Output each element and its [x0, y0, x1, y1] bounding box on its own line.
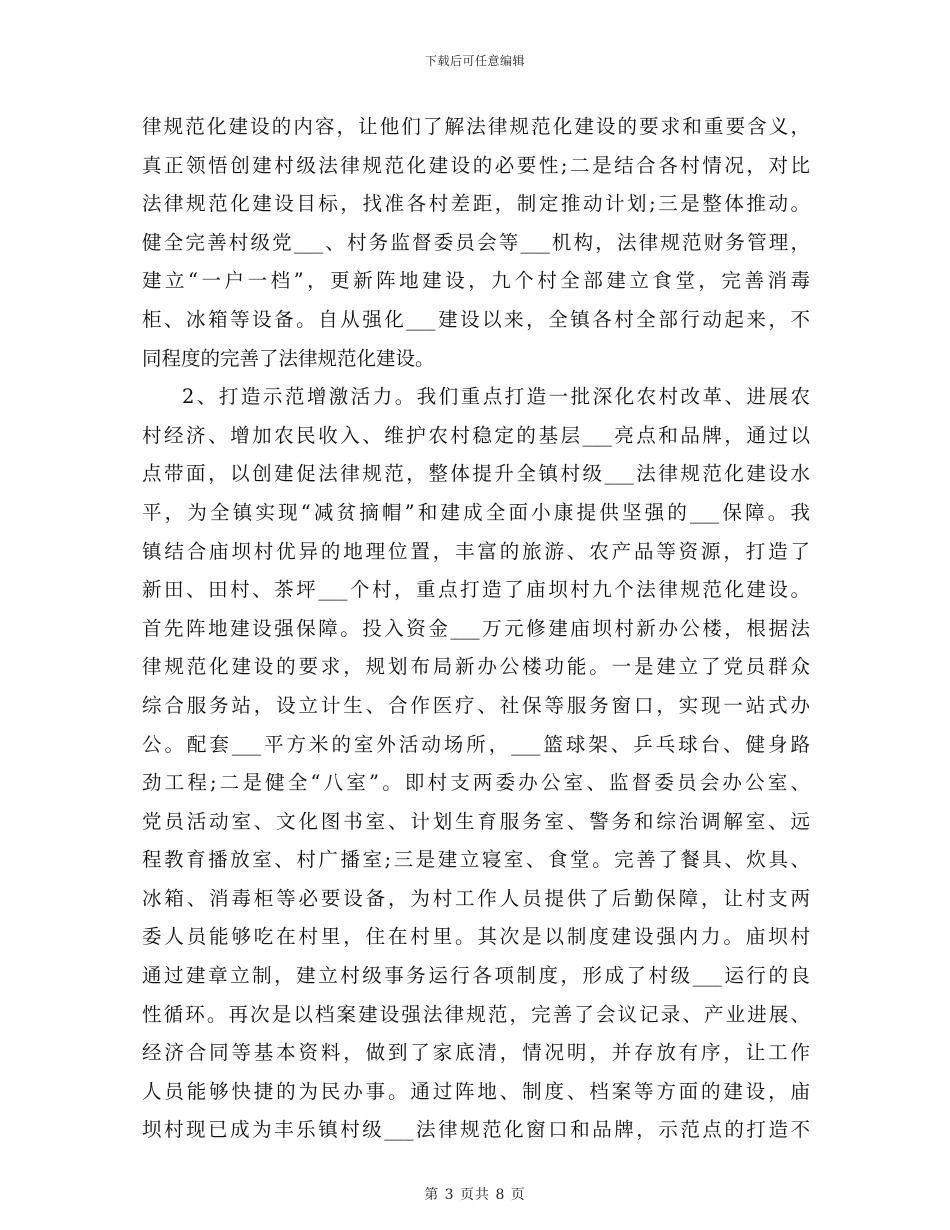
text-line: 律规范化建设的要求，规划布局新办公楼功能。一是建立了党员群众: [142, 655, 810, 679]
text-line: 平，为全镇实现“减贫摘帽”和建成全面小康提供坚强的___保障。我: [142, 500, 810, 524]
text-line: 劲工程;二是健全“八室”。即村支两委办公室、监督委员会办公室、: [142, 771, 810, 795]
page-header: 下载后可任意编辑: [424, 54, 525, 68]
text-line: 镇结合庙坝村优异的地理位置，丰富的旅游、农产品等资源，打造了: [142, 539, 810, 563]
text-line: 2、打造示范增激活力。我们重点打造一批深化农村改革、进展农: [182, 385, 810, 409]
text-line: 经济合同等基本资料，做到了家底清，情况明，并存放有序，让工作: [142, 1041, 810, 1065]
text-line: 公。配套___平方米的室外活动场所，___篮球架、乒乓球台、健身路: [142, 732, 810, 756]
text-line: 党员活动室、文化图书室、计划生育服务室、警务和综治调解室、远: [142, 809, 810, 833]
text-line: 点带面，以创建促法律规范，整体提升全镇村级___法律规范化建设水: [142, 462, 810, 486]
text-line: 新田、田村、茶坪___个村，重点打造了庙坝村九个法律规范化建设。: [142, 578, 810, 602]
document-body: [142, 108, 810, 1150]
text-line: 性循环。再次是以档案建设强法律规范，完善了会议记录、产业进展、: [142, 1002, 810, 1026]
text-line: 首先阵地建设强保障。投入资金___万元修建庙坝村新办公楼，根据法: [142, 616, 810, 640]
text-line: 建立“一户一档”，更新阵地建设，九个村全部建立食堂，完善消毒: [142, 269, 810, 293]
text-line: 坝村现已成为丰乐镇村级___法律规范化窗口和品牌，示范点的打造不: [142, 1118, 810, 1142]
text-line: 法律规范化建设目标，找准各村差距，制定推动计划;三是整体推动。: [142, 192, 810, 216]
text-line: 综合服务站，设立计生、合作医疗、社保等服务窗口，实现一站式办: [142, 693, 810, 717]
text-line: 通过建章立制，建立村级事务运行各项制度，形成了村级___运行的良: [142, 964, 810, 988]
page-footer: 第 3 页共 8 页: [424, 1187, 526, 1203]
text-line: 健全完善村级党___、村务监督委员会等___机构，法律规范财务管理，: [142, 230, 810, 254]
text-line: 柜、冰箱等设备。自从强化___建设以来，全镇各村全部行动起来，不: [142, 307, 810, 331]
text-line: 村经济、增加农民收入、维护农村稳定的基层___亮点和品牌，通过以: [142, 423, 810, 447]
text-line: 程教育播放室、村广播室;三是建立寝室、食堂。完善了餐具、炊具、: [142, 848, 810, 872]
text-line: 律规范化建设的内容，让他们了解法律规范化建设的要求和重要含义，: [142, 115, 810, 138]
text-line: 人员能够快捷的为民办事。通过阵地、制度、档案等方面的建设，庙: [142, 1079, 810, 1103]
text-line: 同程度的完善了法律规范化建设。: [142, 346, 435, 370]
text-line: 冰箱、消毒柜等必要设备，为村工作人员提供了后勤保障，让村支两: [142, 886, 810, 910]
text-line: 委人员能够吃在村里，住在村里。其次是以制度建设强内力。庙坝村: [142, 925, 810, 949]
text-line: 真正领悟创建村级法律规范化建设的必要性;二是结合各村情况，对比: [142, 153, 810, 177]
